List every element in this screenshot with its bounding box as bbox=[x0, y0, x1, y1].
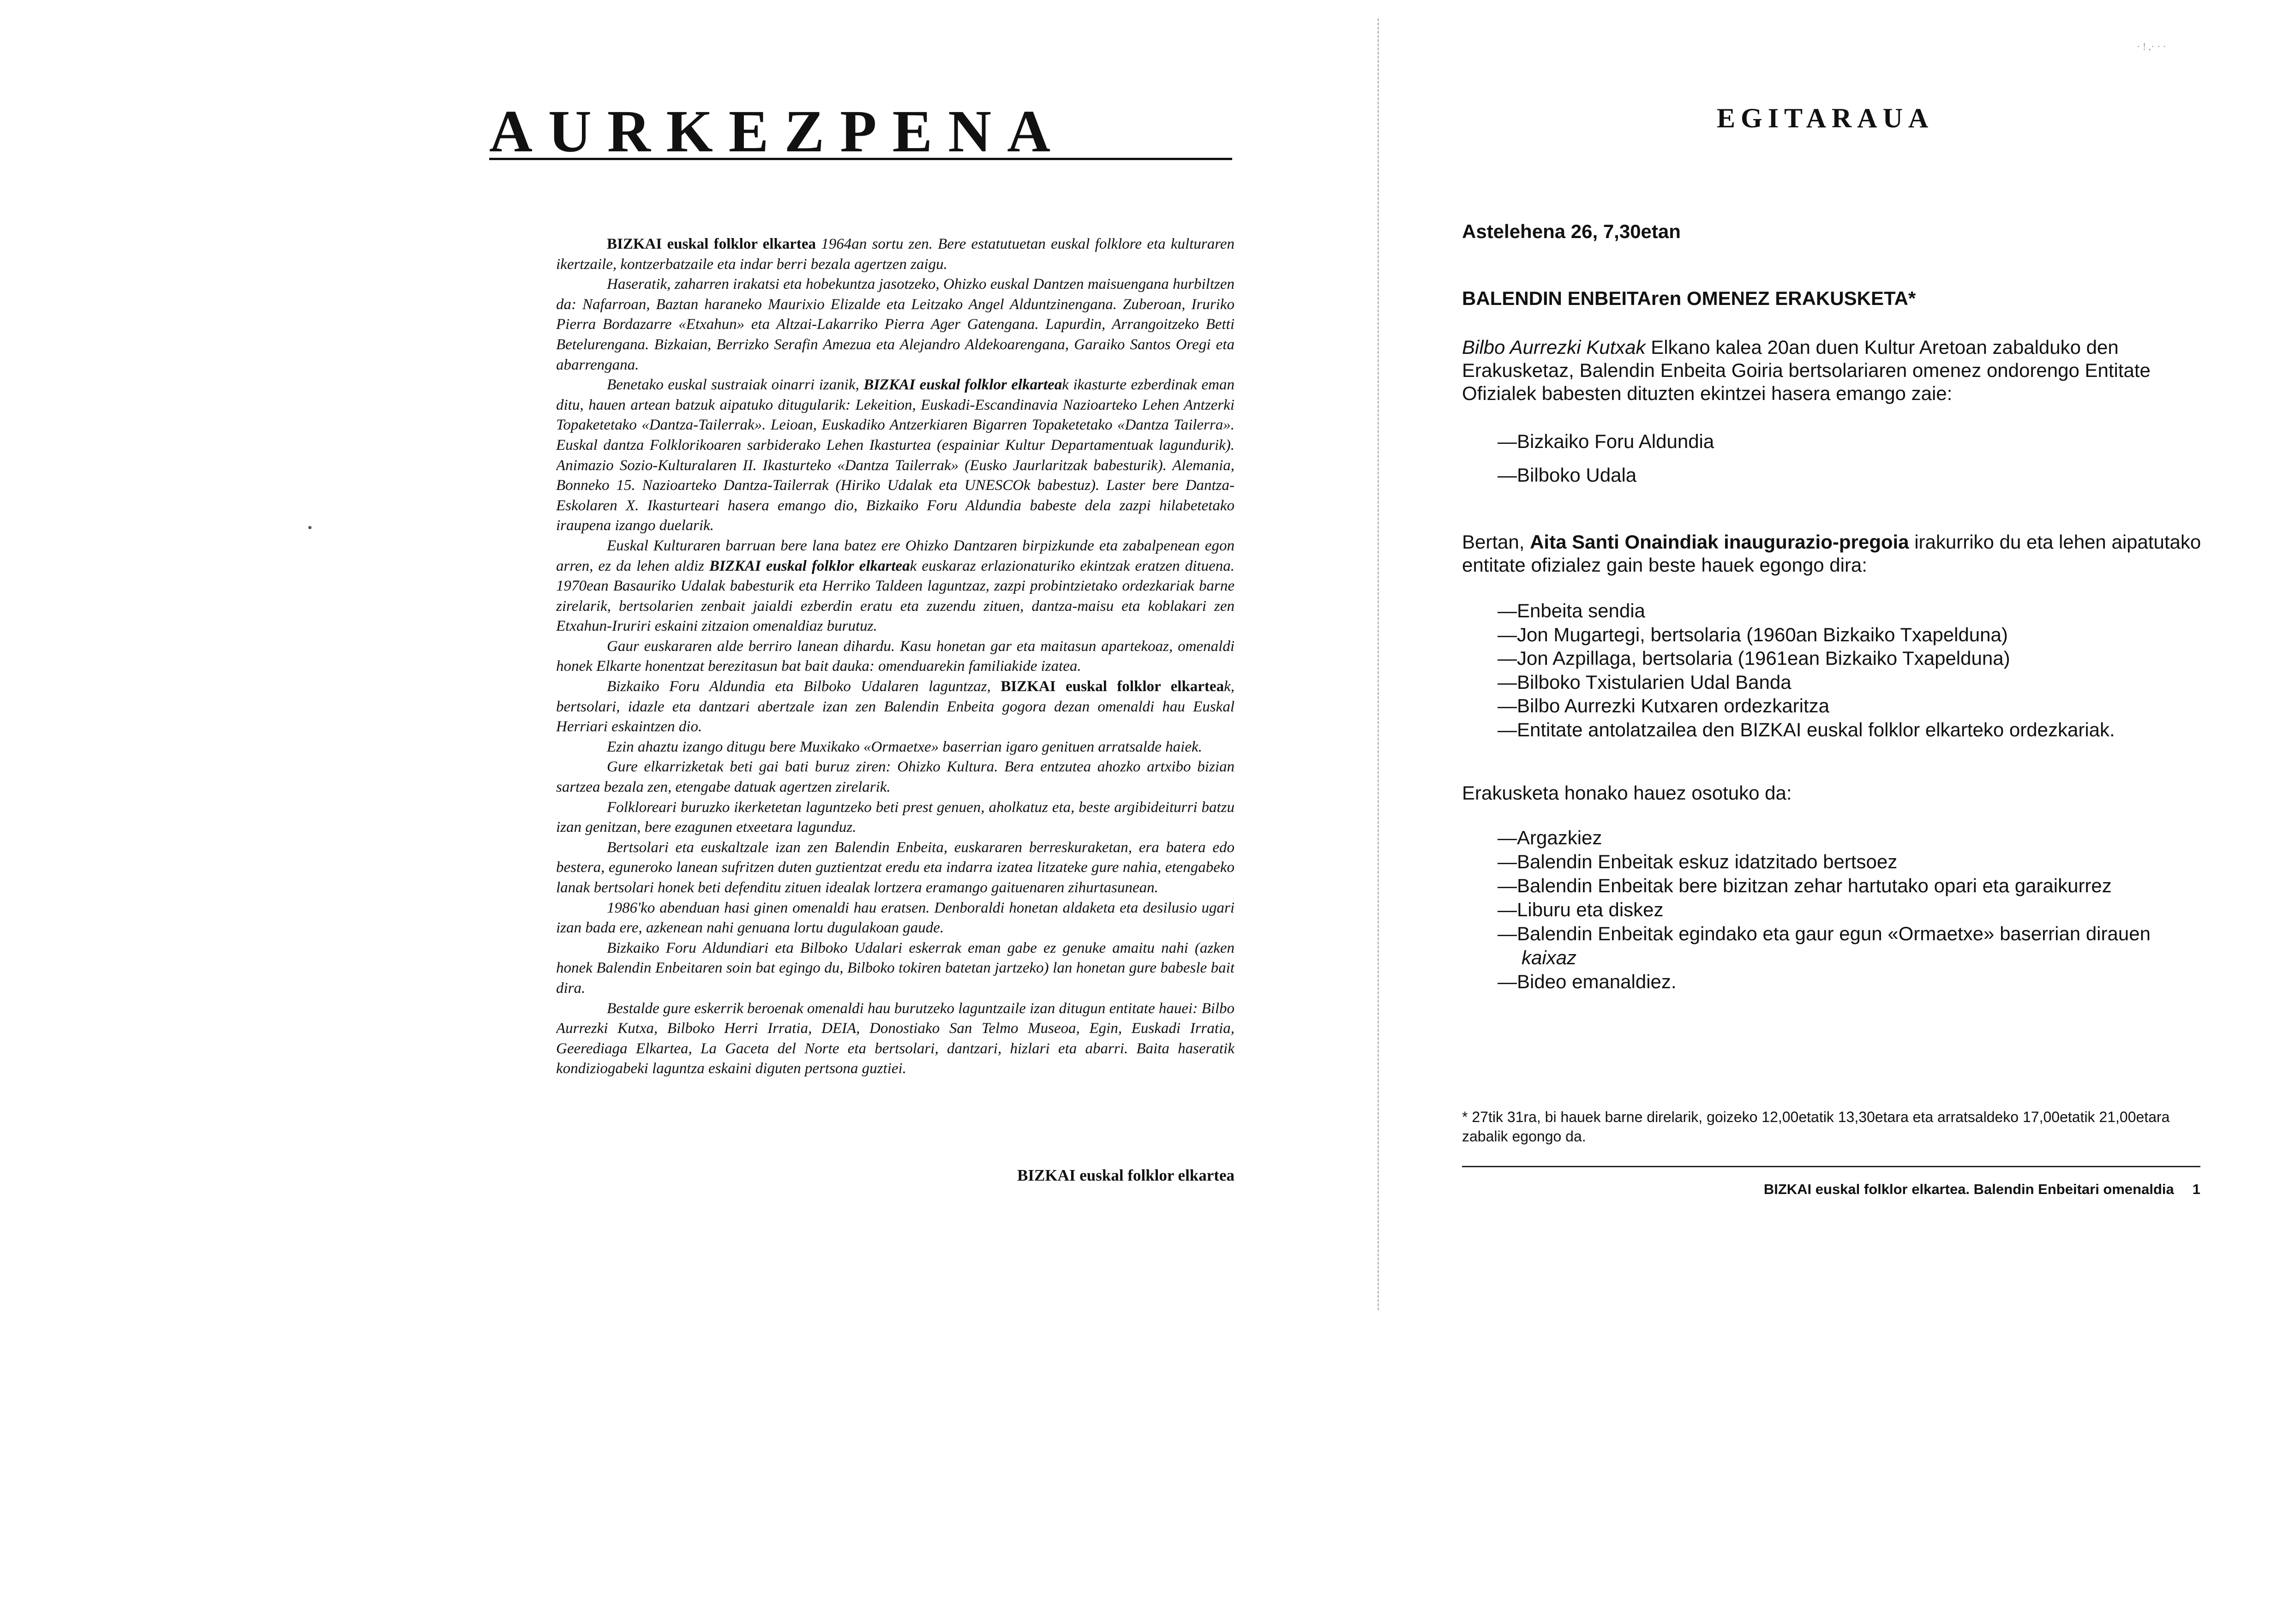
list-item: —Enbeita sendia bbox=[1498, 600, 1645, 621]
paragraph-text: k euskaraz erlazionaturiko ekintzak eratzen dituena. 1970ean Basauriko Udalak babesturik eta Herriko Taldeen laguntzaz, zazpi probintzietako ordezkariak barne zirelarik, bertsolarien zenbait jaialdi ezberdin eratu eta zuzendu zituen, dantza-maisu eta koblakari zen Etxahun-Iruriri eskaini zitzaion omenaldiaz burutuz. bbox=[556, 557, 1234, 635]
list-item: —Jon Azpillaga, bertsolaria (1961ean Bizkaiko Txapelduna) bbox=[1498, 647, 2010, 669]
paragraph-text: Elkano kalea 20an duen Kultur Aretoan zabalduko den Erakusketaz, Balendin Enbeita Goiria bertsolariaren omenez ondorengo Entitate Ofizialek babesten dituzten ekintzei hasera emango zaie: bbox=[1462, 336, 2151, 404]
list-item: —Jon Mugartegi, bertsolaria (1960an Bizkaiko Txapelduna) bbox=[1498, 623, 2008, 645]
paragraph bbox=[556, 234, 1234, 275]
paragraph-text: Bizkaiko Foru Aldundia eta Bilboko Udalaren laguntzaz, bbox=[607, 678, 1001, 695]
components-heading: Erakusketa honako hauez osotuko da: bbox=[1462, 782, 1792, 804]
scan-speck bbox=[308, 526, 312, 529]
list-item: —Bilbo Aurrezki Kutxaren ordezkaritza bbox=[1498, 695, 1829, 716]
footnote: * 27tik 31ra, bi hauek barne direlarik, goizeko 12,00etatik 13,30etara eta arratsaldeko 17,00etatik 21,00etara zabalik egongo da. bbox=[1462, 1109, 2170, 1145]
paragraph bbox=[556, 677, 1234, 737]
signature: BIZKAI euskal folklor elkartea bbox=[1017, 1166, 1234, 1184]
paragraph-text: Benetako euskal sustraiak oinarri izanik, bbox=[607, 376, 864, 394]
paragraph: Gaur euskararen alde berriro lanean dihardu. Kasu honetan gar eta maitasun apartekoaz, omenaldi honek Elkarte honentzat berezitasun bat bait dauka: omenduarekin familiakide izatea. bbox=[556, 638, 1234, 675]
paragraph-text: Bertan, bbox=[1462, 531, 1530, 553]
paragraph: Bizkaiko Foru Aldundiari eta Bilboko Udalari eskerrak eman gabe ez genuke amaitu nahi (azken honek Balendin Enbeitaren soin bat egingo du, Bilboko tokiren batetan jartzeko) lan honetan gure babesle bait dira. bbox=[556, 939, 1234, 997]
list-item: —Bideo emanaldiez. bbox=[1498, 971, 1677, 992]
list-item: —Entitate antolatzailea den BIZKAI euskal folklor elkarteko ordezkariak. bbox=[1498, 718, 2115, 740]
org-name: BIZKAI euskal folklor elkartea bbox=[709, 557, 910, 574]
paragraph-text: irakurriko du eta lehen aipatutako entitate ofizialez gain beste hauek egongo dira: bbox=[1462, 531, 2201, 576]
paragraph-text: k, bertsolari, idazle eta dantzari abertzale izan zen Balendin Enbeita gogora dezan omenaldi hau Euskal Herriari eskaintzen dio. bbox=[556, 678, 1234, 735]
paragraph bbox=[556, 536, 1234, 637]
list-item bbox=[1498, 922, 2217, 970]
page-number: 1 bbox=[2192, 1181, 2200, 1197]
paragraph: Haseratik, zaharren irakatsi eta hobekuntza jasotzeko, Ohizko euskal Dantzen maisuengana hurbiltzen da: Nafarroan, Baztan haraneko Maurixio Elizalde eta Leitzako Angel Alduntzinengana. Zuberoan, Iruriko Pierra Bordazarre «Etxahun» eta Altzai-Lakarriko Pierra Ager Gatengana. Lapurdin, Arrangoitzeko Betti Betelurengana. Bizkaian, Berrizko Serafin Amezua eta Alejandro Aldekoarengana, Garaiko Santos Oregi eta abarrengana. bbox=[556, 276, 1234, 373]
date-line: Astelehena 26, 7,30etan bbox=[1462, 221, 1681, 242]
sponsor-list bbox=[1498, 424, 2144, 492]
org-name: BIZKAI euskal folklor elkartea bbox=[863, 376, 1062, 394]
right-page bbox=[1380, 0, 2289, 1624]
list-item-text: —Balendin Enbeitak egindako eta gaur egun «Ormaetxe» baserrian dirauen bbox=[1498, 923, 2151, 944]
guest-list bbox=[1498, 599, 2213, 741]
sponsor-name: Bilbo Aurrezki Kutxak bbox=[1462, 336, 1646, 358]
paragraph: Gure elkarrizketak beti gai bati buruz ziren: Ohizko Kultura. Bera entzutea ahozko artxibo bizian sartzea bezala zen, etengabe datuak agertzen zirelarik. bbox=[556, 758, 1234, 796]
list-item: —Argazkiez bbox=[1498, 827, 1602, 848]
exhibition-intro bbox=[1462, 336, 2210, 414]
page-footer bbox=[1462, 1181, 2200, 1204]
opening-text bbox=[1462, 531, 2210, 581]
list-item: —Balendin Enbeitak eskuz idatzitado bertsoez bbox=[1498, 851, 1898, 872]
list-item: —Balendin Enbeitak bere bizitzan zehar hartutako opari eta garaikurrez bbox=[1498, 875, 2112, 896]
org-name: BIZKAI euskal folklor elkartea bbox=[607, 236, 816, 252]
margin-mark: · ! ,· · · bbox=[2137, 41, 2167, 52]
title-rule bbox=[489, 158, 1232, 160]
paragraph: Folkloreari buruzko ikerketetan laguntzeko beti prest genuen, aholkatuz eta, beste argibideiturri batzu izan genitzan, bere ezagunen etxeetara lagunduz. bbox=[556, 799, 1234, 836]
paragraph-text: 1964an sortu zen. Bere estatutuetan euskal folklore eta kulturaren ikertzaile, kontzerbatzaile eta indar berri bezala agertzen zaigu. bbox=[556, 236, 1234, 273]
paragraph: Bestalde gure eskerrik beroenak omenaldi hau burutzeko laguntzaile izan ditugun entitate hauei: Bilbo Aurrezki Kutxa, Bilboko Herri Irratia, DEIA, Donostiako San Telmo Museoa, Egin, Euskadi Irratia, Geerediaga Elkartea, La Gaceta del Norte eta bertsolari, dantzari, hizlari eta abarri. Baita haseratik kondiziogabeki laguntza eskaini diguten pertsona guztiei. bbox=[556, 1000, 1234, 1077]
paragraph bbox=[556, 375, 1234, 536]
page-title: AURKEZPENA bbox=[489, 98, 1067, 165]
list-item: —Bilboko Udala bbox=[1498, 464, 1637, 486]
list-item: —Liburu eta diskez bbox=[1498, 899, 1664, 920]
opening-highlight: Aita Santi Onaindiak inaugurazio-pregoia bbox=[1530, 531, 1909, 553]
org-name: BIZKAI euskal folklor elkartea bbox=[1001, 678, 1224, 695]
intro-body bbox=[556, 234, 1234, 1180]
list-item: —Bilboko Txistularien Udal Banda bbox=[1498, 671, 1792, 693]
paragraph: Bertsolari eta euskaltzale izan zen Balendin Enbeita, euskararen berreskuraketan, era batera edo bestera, eguneroko lanean sufritzen duten guztientzat eredu eta indarra izatea litzateke gure nahia, etengabeko lanak bertsolari honek beti defenditu zituen idealak lortzera eramango gaituenaren zihurtasunean. bbox=[556, 839, 1234, 896]
paragraph: Ezin ahaztu izango ditugu bere Muxikako «Ormaetxe» baserrian igaro genituen arratsalde haiek. bbox=[607, 738, 1202, 755]
exhibition-heading: BALENDIN ENBEITAren OMENEZ ERAKUSKETA* bbox=[1462, 287, 1916, 309]
components-list bbox=[1498, 826, 2217, 994]
page-fold bbox=[1378, 18, 1379, 1310]
paragraph-text: k ikasturte ezberdinak eman ditu, hauen artean batzuk aipatuko ditugularik: Lekeition, Euskadi-Escandinavia Nazioarteko Lehen Antzerki Topaketetako «Dantza-Tailerrak». Leioan, Euskadiko Antzerkiaren Bigarren Topaketetako «Dantza Tailerra». Euskal dantza Folklorikoaren sarbiderako Lehen Ikasturtea (espainiar Kultur Departamentuak lagundurik). Animazio Sozio-Kulturalaren II. Ikasturteko «Dantza Tailerrak» (Eusko Jaurlaritzak babesturik). Alemania, Bonneko 15. Nazioarteko Dantza-Tailerrak (Hiriko Udalak eta UNESCOk babestuz). Laster bere Dantza-Eskolaren X. Ikasturteari hasera emango dio, Bizkaiko Foru Aldundia babeste dela zazpi hilabetetako iraupena izango duelarik. bbox=[556, 376, 1234, 534]
footer-rule bbox=[1462, 1166, 2200, 1167]
footer-text: BIZKAI euskal folklor elkartea. Balendin Enbeitari omenaldia bbox=[1763, 1181, 2174, 1197]
paragraph: 1986'ko abenduan hasi ginen omenaldi hau eratsen. Denboraldi honetan aldaketa eta desilusio ugari izan bada ere, azkenean nahi genuana lortu dugulakoan gaude. bbox=[556, 899, 1234, 937]
program-title: EGITARAUA bbox=[1717, 103, 1934, 133]
list-item: —Bizkaiko Foru Aldundia bbox=[1498, 430, 1714, 452]
list-item-italic: kaixaz bbox=[1522, 947, 1577, 968]
paragraph-text: Euskal Kulturaren barruan bere lana batez ere Ohizko Dantzaren birpizkunde eta zabalpenean egon arren, ez da lehen aldiz bbox=[556, 537, 1234, 574]
